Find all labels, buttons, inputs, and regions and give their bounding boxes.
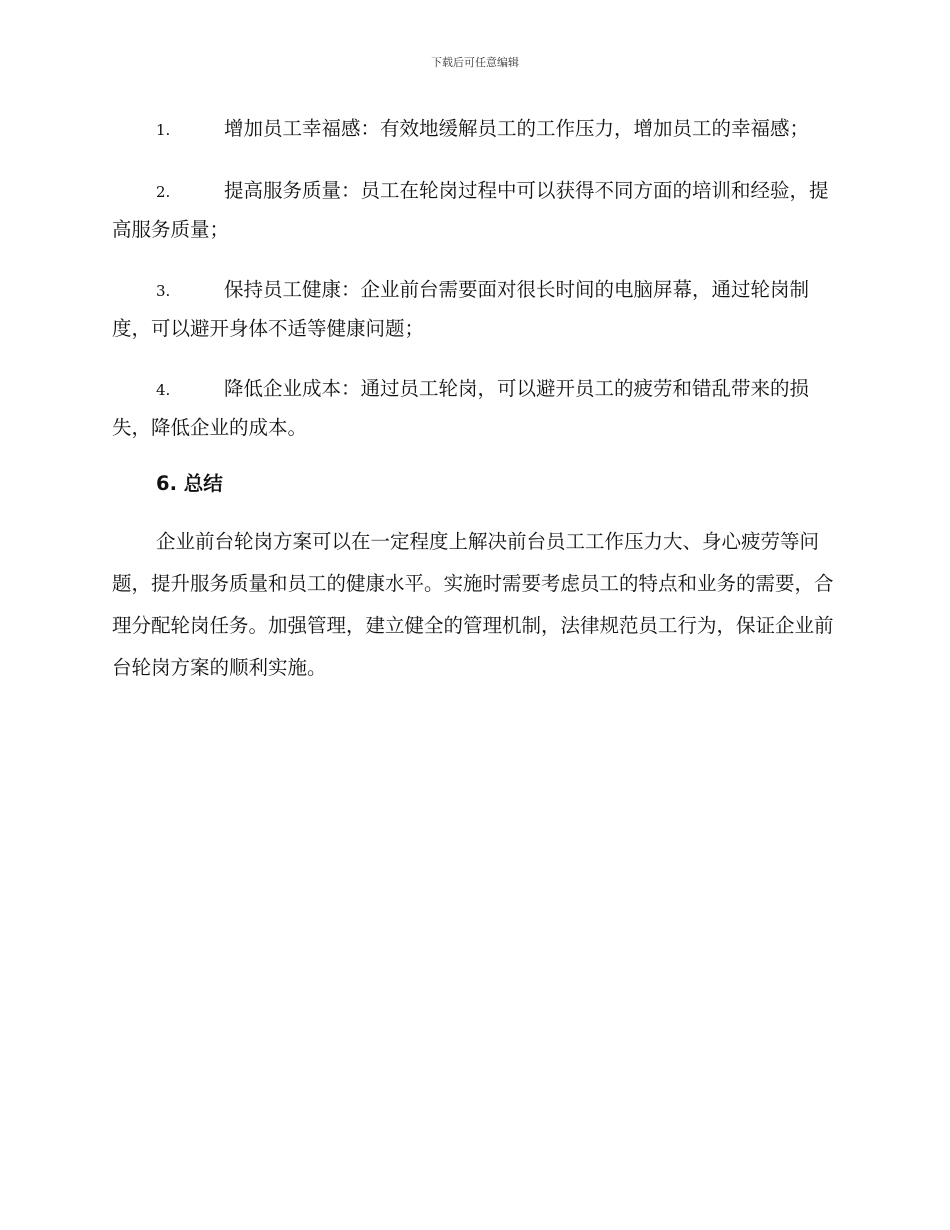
list-item-2: [112, 172, 834, 248]
list-item-1: [112, 110, 834, 149]
list-item-text: 增加员工幸福感：有效地缓解员工的工作压力，增加员工的幸福感；: [224, 117, 810, 140]
list-item-4: [112, 370, 834, 446]
list-item-number: 4.: [156, 381, 171, 399]
page-header: 下载后可任意编辑: [431, 56, 519, 69]
list-item-3: [112, 271, 834, 347]
document-body: [112, 110, 834, 689]
list-item-number: 3.: [156, 282, 171, 300]
list-item-number: 2.: [156, 183, 171, 201]
list-item-number: 1.: [156, 121, 171, 139]
list-item-text: 提高服务质量：员工在轮岗过程中可以获得不同方面的培训和经验，提高服务质量；: [112, 179, 829, 241]
list-item-text: 降低企业成本：通过员工轮岗，可以避开员工的疲劳和错乱带来的损失，降低企业的成本。: [112, 377, 810, 439]
section-heading-summary: 6. 总结: [156, 472, 223, 495]
summary-paragraph: 企业前台轮岗方案可以在一定程度上解决前台员工工作压力大、身心疲劳等问题，提升服务质量和员工的健康水平。实施时需要考虑员工的特点和业务的需要，合理分配轮岗任务。加强管理，建立健全的管理机制，法律规范员工行为，保证企业前台轮岗方案的顺利实施。: [112, 530, 834, 679]
list-item-text: 保持员工健康：企业前台需要面对很长时间的电脑屏幕，通过轮岗制度，可以避开身体不适等健康问题；: [112, 278, 810, 340]
